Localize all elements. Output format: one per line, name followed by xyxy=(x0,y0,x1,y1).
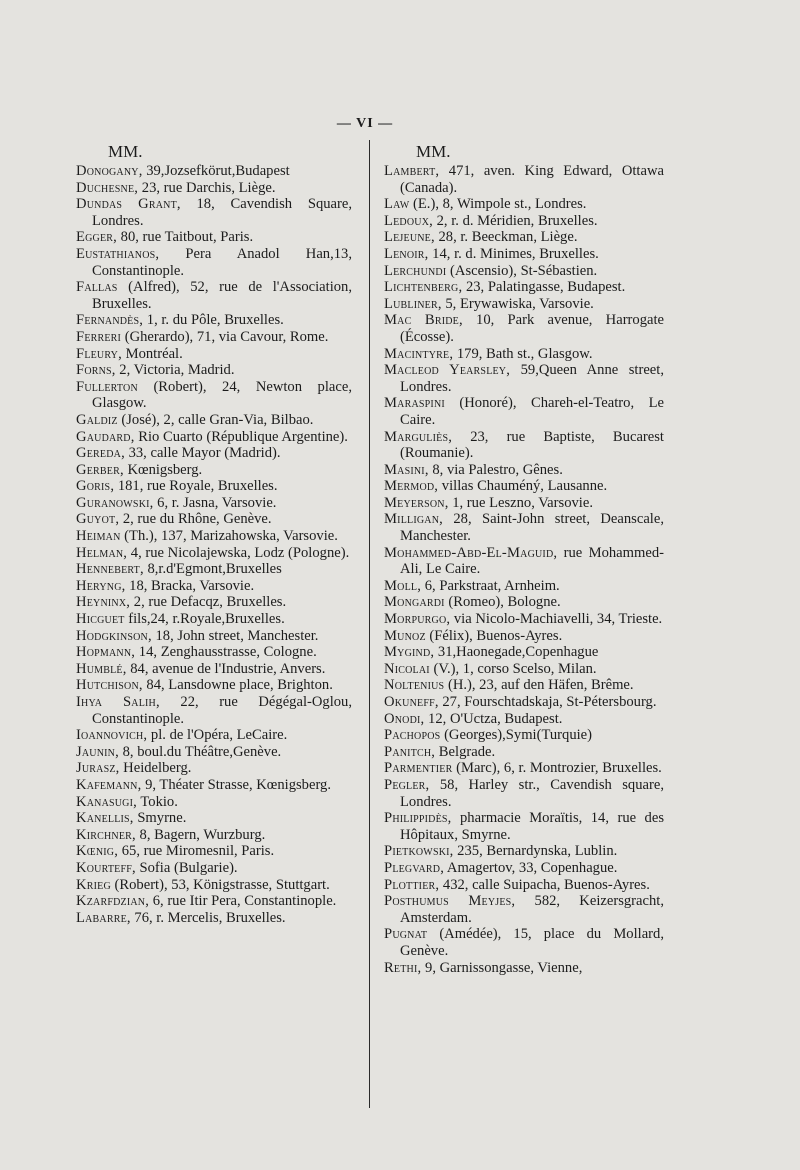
member-address: (Ascensio), St-Sébastien. xyxy=(450,262,598,279)
directory-entry xyxy=(384,877,664,894)
member-name: Humblé, xyxy=(76,660,127,677)
member-name: Egger, xyxy=(76,229,117,246)
member-address: rue Mohammed-Ali, Le Caire. xyxy=(400,544,664,578)
member-address: (Félix), Buenos-Ayres. xyxy=(429,627,563,644)
member-address: (V.), 1, corso Scelso, Milan. xyxy=(433,660,597,677)
member-address: Pera Anadol Han,13, Constantinople. xyxy=(92,245,352,279)
member-name: Mohammed-Abd-El-Maguid, xyxy=(384,544,558,561)
directory-entry xyxy=(76,893,352,910)
member-name: Mygind, xyxy=(384,644,435,661)
member-name: Donogany, xyxy=(76,163,143,179)
directory-entry xyxy=(76,429,352,446)
member-name: Goris, xyxy=(76,478,115,495)
member-name: Duchesne, xyxy=(76,179,139,196)
directory-entry xyxy=(384,462,664,479)
member-name: Jaunin, xyxy=(76,743,119,760)
member-name: Fernandès, xyxy=(76,312,144,329)
member-name: Fullerton xyxy=(76,378,138,395)
member-name: Gaudard, xyxy=(76,428,135,445)
directory-entry xyxy=(384,810,664,843)
directory-entry xyxy=(76,694,352,727)
member-address: Sofia (Bulgarie). xyxy=(139,859,238,876)
member-address: (Gherardo), 71, via Cavour, Rome. xyxy=(124,328,329,345)
member-address: (Robert), 53, Königstrasse, Stuttgart. xyxy=(114,876,330,893)
member-name: Lejeune, xyxy=(384,229,435,246)
member-name: Nicolai xyxy=(384,660,430,677)
member-address: 10, Park avenue, Harrogate (Écosse). xyxy=(400,312,665,345)
directory-entry xyxy=(76,163,352,180)
page-number: — VI — xyxy=(336,116,394,131)
member-address: Heidelberg. xyxy=(123,760,192,777)
member-name: Macintyre, xyxy=(384,345,454,362)
member-name: Gereda, xyxy=(76,445,125,462)
directory-entry xyxy=(76,511,352,528)
member-name: Kanellis, xyxy=(76,810,134,827)
member-name: Philippidès, xyxy=(384,810,452,827)
member-name: Ihya Salih, xyxy=(76,694,160,710)
directory-entry xyxy=(76,329,352,346)
member-name: Fleury, xyxy=(76,345,122,362)
member-address: 18, John street, Manchester. xyxy=(155,627,319,644)
member-name: Okuneff, xyxy=(384,694,439,710)
member-address: 39,Jozsefkörut,Budapest xyxy=(146,163,290,179)
member-name: Kirchner, xyxy=(76,826,136,843)
member-address: 2, r. d. Méridien, Bruxelles. xyxy=(436,212,598,229)
directory-entry xyxy=(384,694,664,711)
directory-entry xyxy=(76,528,352,545)
member-name: Ledoux, xyxy=(384,212,433,229)
directory-entry xyxy=(76,246,352,279)
directory-entry xyxy=(384,926,664,959)
member-address: 8,r.d'Egmont,Bruxelles xyxy=(147,561,282,578)
directory-entry xyxy=(384,246,664,263)
member-name: Ioannovich, xyxy=(76,727,148,744)
directory-entry xyxy=(384,578,664,595)
member-name: Hicguet xyxy=(76,611,125,628)
member-name: Guranowski, xyxy=(76,494,154,511)
directory-entry xyxy=(384,312,664,345)
member-name: Kzarfdzian, xyxy=(76,893,150,910)
member-name: Ferreri xyxy=(76,328,122,345)
member-address: (José), 2, calle Gran-Via, Bilbao. xyxy=(121,411,314,428)
member-name: Eustathianos, xyxy=(76,245,160,262)
directory-entry xyxy=(384,644,664,661)
member-address: 8, via Palestro, Gênes. xyxy=(432,461,563,478)
member-address: Smyrne. xyxy=(137,810,187,827)
directory-entry xyxy=(76,777,352,794)
member-address: (E.), 8, Wimpole st., Londres. xyxy=(413,196,587,213)
directory-entry xyxy=(384,727,664,744)
member-name: Hutchison, xyxy=(76,677,143,694)
member-name: Mongardi xyxy=(384,594,445,611)
member-name: Krieg xyxy=(76,876,111,893)
left-column xyxy=(76,140,352,926)
member-address: 179, Bath st., Glasgow. xyxy=(456,345,593,362)
member-address: 76, r. Mercelis, Bruxelles. xyxy=(134,909,286,926)
member-address: (Th.), 137, Marizahowska, Varsovie. xyxy=(124,528,338,545)
member-address: 14, Zenghausstrasse, Cologne. xyxy=(138,644,317,661)
directory-entry xyxy=(76,180,352,197)
directory-entry xyxy=(76,744,352,761)
member-address: 23, rue Darchis, Liège. xyxy=(141,179,276,196)
member-name: Fallas xyxy=(76,279,118,296)
member-name: Heyninx, xyxy=(76,594,131,611)
member-address: (Amédée), 15, place du Mollard, Genève. xyxy=(400,926,664,959)
member-name: Rethi, xyxy=(384,959,422,976)
member-name: Macleod Yearsley, xyxy=(384,362,511,379)
directory-entry xyxy=(76,561,352,578)
member-address: Belgrade. xyxy=(438,743,496,760)
member-name: Mac Bride, xyxy=(384,312,463,329)
member-address: 18, Bracka, Varsovie. xyxy=(129,577,255,594)
member-address: 84, avenue de l'Industrie, Anvers. xyxy=(130,660,326,677)
member-address: 27, Fourschtadskaja, St-Pétersbourg. xyxy=(442,694,657,710)
directory-entry xyxy=(384,263,664,280)
member-address: 432, calle Suipacha, Buenos-Ayres. xyxy=(442,876,650,893)
member-address: (Romeo), Bologne. xyxy=(448,594,561,611)
member-address: Rio Cuarto (République Argentine). xyxy=(138,428,348,445)
directory-entry xyxy=(76,628,352,645)
directory-entry xyxy=(76,312,352,329)
directory-entry xyxy=(76,462,352,479)
member-name: Posthumus Meyjes, xyxy=(384,893,516,910)
member-address: 12, O'Uctza, Budapest. xyxy=(428,710,563,727)
member-address: 181, rue Royale, Bruxelles. xyxy=(117,478,278,495)
member-name: Guyot, xyxy=(76,511,120,528)
directory-entry xyxy=(76,760,352,777)
member-address: pharmacie Moraïtis, 14, rue des Hôpitaux, Smyrne. xyxy=(400,810,665,843)
member-address: Amagertov, 33, Copenhague. xyxy=(446,859,618,876)
directory-entry xyxy=(384,163,664,196)
right-entry-list xyxy=(384,163,664,976)
directory-entry xyxy=(76,727,352,744)
member-address: (Robert), 24, Newton place, Glasgow. xyxy=(92,378,352,412)
member-address: via Nicolo-Machiavelli, 34, Trieste. xyxy=(453,611,663,628)
member-name: Morpurgo, xyxy=(384,611,451,628)
directory-entry xyxy=(76,578,352,595)
member-address: (Georges),Symi(Turquie) xyxy=(444,727,593,744)
directory-entry xyxy=(76,611,352,628)
member-address: 23, rue Baptiste, Bucarest (Roumanie). xyxy=(400,428,664,462)
member-name: Plottier, xyxy=(384,876,440,893)
directory-entry xyxy=(384,677,664,694)
directory-entry xyxy=(76,644,352,661)
right-column xyxy=(384,140,664,976)
member-address: 2, rue du Rhône, Genève. xyxy=(122,511,272,528)
member-address: 6, r. Jasna, Varsovie. xyxy=(157,494,277,511)
directory-entry xyxy=(384,511,664,544)
directory-entry xyxy=(384,279,664,296)
member-address: 22, rue Dégégal-Oglou, Constantinople. xyxy=(92,694,352,727)
member-name: Kœnig, xyxy=(76,843,119,860)
directory-entry xyxy=(384,196,664,213)
left-entry-list xyxy=(76,163,352,926)
directory-entry xyxy=(76,594,352,611)
directory-entry xyxy=(76,910,352,927)
directory-entry xyxy=(384,661,664,678)
member-address: Kœnigsberg. xyxy=(127,461,203,478)
member-address: 28, r. Beeckman, Liège. xyxy=(438,229,578,246)
member-name: Hopmann, xyxy=(76,644,136,661)
directory-entry xyxy=(384,362,664,395)
member-address: 1, r. du Pôle, Bruxelles. xyxy=(146,312,284,329)
directory-entry xyxy=(384,893,664,926)
directory-entry xyxy=(76,196,352,229)
directory-entry xyxy=(76,362,352,379)
directory-entry xyxy=(76,661,352,678)
member-address: villas Chauméný, Lausanne. xyxy=(441,478,608,495)
member-address: 80, rue Taitbout, Paris. xyxy=(120,229,254,246)
member-address: 6, Parkstraat, Arnheim. xyxy=(424,577,560,594)
directory-entry xyxy=(384,611,664,628)
member-address: Montréal. xyxy=(125,345,183,362)
member-address: 14, r. d. Minimes, Bruxelles. xyxy=(432,245,599,262)
member-address: 18, Cavendish Square, Londres. xyxy=(92,196,353,229)
member-name: Pietkowski, xyxy=(384,843,454,860)
directory-entry xyxy=(384,229,664,246)
member-address: 6, rue Itir Pera, Constantinople. xyxy=(152,893,337,910)
member-address: 8, boul.du Théâtre,Genève. xyxy=(122,743,282,760)
right-column-heading: MM. xyxy=(416,142,451,161)
member-address: 59,Queen Anne street, Londres. xyxy=(400,362,664,395)
member-address: 2, Victoria, Madrid. xyxy=(119,362,235,379)
directory-entry xyxy=(384,478,664,495)
directory-entry xyxy=(384,296,664,313)
member-name: Lerchundi xyxy=(384,262,447,279)
member-address: (Marc), 6, r. Montrozier, Bruxelles. xyxy=(456,760,662,777)
member-address: 4, rue Nicolajewska, Lodz (Pologne). xyxy=(130,544,350,561)
member-name: Pachopos xyxy=(384,727,441,744)
member-address: pl. de l'Opéra, LeCaire. xyxy=(150,727,288,744)
directory-entry xyxy=(384,843,664,860)
member-address: (Alfred), 52, rue de l'Association, Bruxelles. xyxy=(92,279,352,312)
directory-entry xyxy=(384,628,664,645)
member-address: 84, Lansdowne place, Brighton. xyxy=(146,677,333,694)
member-name: Law xyxy=(384,196,410,213)
member-address: 235, Bernardynska, Lublin. xyxy=(457,843,618,860)
member-name: Gerber, xyxy=(76,461,124,478)
member-name: Moll, xyxy=(384,577,422,594)
member-name: Lubliner, xyxy=(384,295,442,312)
member-name: Milligan, xyxy=(384,511,443,528)
directory-entry xyxy=(76,379,352,412)
directory-entry xyxy=(76,412,352,429)
directory-entry xyxy=(76,860,352,877)
directory-entry xyxy=(384,395,664,428)
directory-entry xyxy=(384,760,664,777)
member-address: 9, Garnissongasse, Vienne, xyxy=(425,959,583,976)
column-divider xyxy=(369,140,370,1108)
member-name: Meyerson, xyxy=(384,494,449,511)
member-name: Helman, xyxy=(76,544,128,561)
member-name: Masini, xyxy=(384,461,429,478)
member-name: Munoz xyxy=(384,627,426,644)
member-address: 33, calle Mayor (Madrid). xyxy=(128,445,281,462)
directory-entry xyxy=(384,495,664,512)
member-address: 1, rue Leszno, Varsovie. xyxy=(452,494,593,511)
member-address: 471, aven. King Edward, Ottawa (Canada). xyxy=(400,163,664,196)
directory-entry xyxy=(76,677,352,694)
member-address: 58, Harley str., Cavendish square, Londres. xyxy=(400,776,664,810)
member-name: Hodgkinson, xyxy=(76,627,152,644)
member-name: Maraspini xyxy=(384,395,445,412)
member-name: Heiman xyxy=(76,528,121,545)
directory-entry xyxy=(76,843,352,860)
member-name: Galdiz xyxy=(76,411,118,428)
member-address: 582, Keizersgracht, Amsterdam. xyxy=(400,893,664,926)
member-name: Lichtenberg, xyxy=(384,279,463,296)
member-name: Onodi, xyxy=(384,710,425,727)
member-name: Panitch, xyxy=(384,743,436,760)
directory-entry xyxy=(76,495,352,512)
member-name: Jurasz, xyxy=(76,760,120,777)
directory-entry xyxy=(76,445,352,462)
directory-entry xyxy=(76,229,352,246)
directory-entry xyxy=(384,744,664,761)
member-name: Pugnat xyxy=(384,926,428,943)
member-name: Parmentier xyxy=(384,760,453,777)
directory-entry xyxy=(384,346,664,363)
member-name: Heryng, xyxy=(76,577,126,594)
member-name: Marguliès, xyxy=(384,428,453,445)
directory-entry xyxy=(384,594,664,611)
member-name: Mermod, xyxy=(384,478,439,495)
member-name: Labarre, xyxy=(76,909,131,926)
member-address: (Honoré), Chareh-el-Teatro, Le Caire. xyxy=(400,395,664,428)
member-address: 8, Bagern, Wurzburg. xyxy=(139,826,266,843)
member-name: Plegvard, xyxy=(384,859,445,876)
directory-entry xyxy=(76,794,352,811)
directory-entry xyxy=(76,279,352,312)
member-name: Pegler, xyxy=(384,776,430,793)
member-name: Kanasugi, xyxy=(76,793,137,810)
directory-entry xyxy=(76,810,352,827)
member-address: 31,Haonegade,Copenhague xyxy=(437,644,599,661)
member-name: Kafemann, xyxy=(76,776,142,793)
directory-entry xyxy=(76,346,352,363)
member-name: Noltenius xyxy=(384,677,445,694)
member-address: 28, Saint-John street, Deanscale, Manchester. xyxy=(400,511,664,545)
directory-entry xyxy=(384,545,664,578)
member-address: fils,24, r.Royale,Bruxelles. xyxy=(128,611,285,628)
member-address: 5, Erywawiska, Varsovie. xyxy=(445,295,594,312)
member-address: 65, rue Miromesnil, Paris. xyxy=(121,843,275,860)
member-name: Hennebert, xyxy=(76,561,144,578)
directory-entry xyxy=(76,478,352,495)
directory-entry xyxy=(76,827,352,844)
member-name: Kourteff, xyxy=(76,859,136,876)
member-name: Forns, xyxy=(76,362,116,379)
directory-entry xyxy=(76,545,352,562)
directory-entry xyxy=(384,777,664,810)
directory-entry xyxy=(384,711,664,728)
directory-entry xyxy=(76,877,352,894)
member-address: 9, Théater Strasse, Kœnigsberg. xyxy=(145,776,331,793)
directory-entry xyxy=(384,960,664,977)
member-name: Lenoir, xyxy=(384,245,429,262)
directory-entry xyxy=(384,860,664,877)
member-address: 2, rue Defacqz, Bruxelles. xyxy=(133,594,287,611)
member-name: Lambert, xyxy=(384,163,440,179)
left-column-heading: MM. xyxy=(108,142,143,161)
member-address: (H.), 23, auf den Häfen, Brême. xyxy=(447,677,634,694)
directory-entry xyxy=(384,213,664,230)
member-address: Tokio. xyxy=(140,793,178,810)
member-name: Dundas Grant, xyxy=(76,196,181,213)
directory-entry xyxy=(384,429,664,462)
member-address: 23, Palatingasse, Budapest. xyxy=(465,279,626,296)
